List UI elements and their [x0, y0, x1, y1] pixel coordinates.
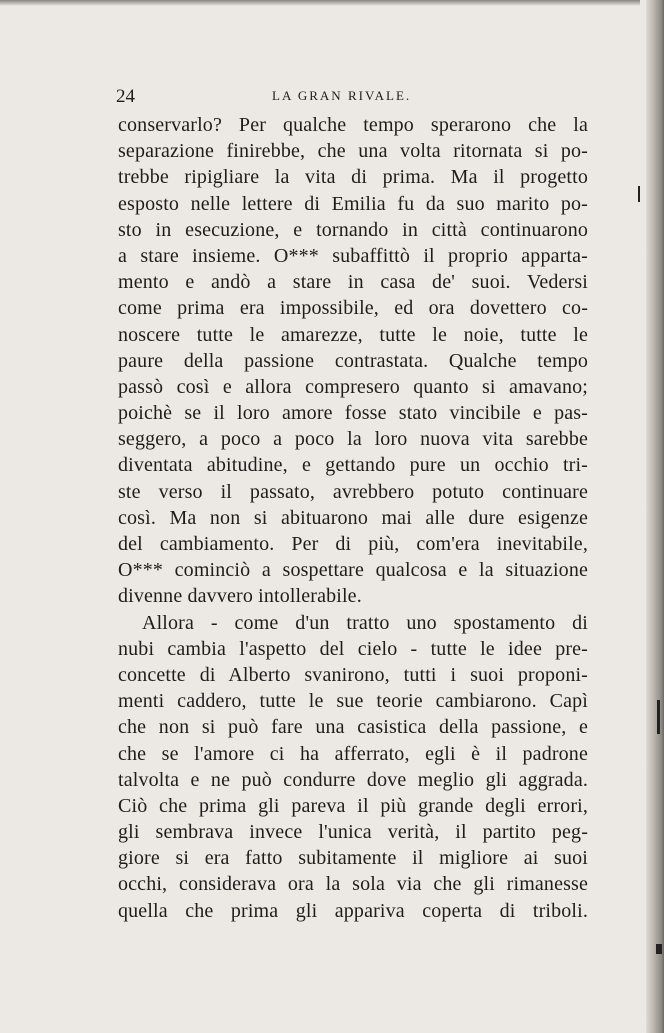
text-line: che non si può fare una casistica della passione, e	[118, 716, 588, 739]
text-line: mento e andò a stare in casa de' suoi. Vedersi	[118, 271, 588, 294]
text-line: paure della passione contrastata. Qualche tempo	[118, 349, 588, 372]
text-line: giore si era fatto subitamente il migliore ai suoi	[118, 847, 588, 870]
paragraph-end-line: divenne davvero intollerabile.	[118, 585, 362, 608]
text-line: nubi cambia l'aspetto del cielo - tutte le idee pre-	[118, 637, 588, 660]
text-line: gli sembrava invece l'unica verità, il partito peg-	[118, 821, 588, 844]
text-line: seggero, a poco a poco la loro nuova vita sarebbe	[118, 428, 588, 451]
text-line: noscere tutte le amarezze, tutte le noie, tutte le	[118, 323, 588, 346]
text-line: a stare insieme. O*** subaffittò il proprio apparta-	[118, 244, 588, 267]
text-line: conservarlo? Per qualche tempo sperarono che la	[118, 114, 588, 136]
text-line: così. Ma non si abituarono mai alle dure esigenze	[118, 506, 588, 529]
text-line: che se l'amore ci ha afferrato, egli è il padrone	[118, 742, 588, 765]
text-line: Ciò che prima gli pareva il più grande degli errori,	[118, 794, 588, 817]
paragraph-start-line: Allora - come d'un tratto uno spostamento di	[142, 611, 588, 634]
page-number: 24	[116, 86, 135, 107]
running-title: LA GRAN RIVALE.	[272, 88, 412, 103]
text-line: talvolta e ne può condurre dove meglio gli aggrada.	[118, 768, 588, 791]
edge-mark	[638, 186, 640, 202]
text-line: del cambiamento. Per di più, com'era inevitabile,	[118, 533, 588, 555]
page-header	[116, 86, 596, 110]
text-line: poichè se il loro amore fosse stato vincibile e pas-	[118, 402, 588, 425]
text-line: sto in esecuzione, e tornando in città continuarono	[118, 218, 588, 241]
text-line: come prima era impossibile, ed ora dovettero co-	[118, 297, 588, 320]
text-line: esposto nelle lettere di Emilia fu da suo marito po-	[118, 192, 588, 215]
scan-right-edge	[646, 0, 664, 1033]
text-line: diventata abitudine, e gettando pure un occhio tri-	[118, 454, 588, 477]
text-line: ste verso il passato, avrebbero potuto continuare	[118, 480, 588, 503]
text-line: quella che prima gli appariva coperta di triboli.	[118, 899, 588, 922]
text-line: O*** cominciò a sospettare qualcosa e la situazione	[118, 559, 588, 582]
body-text	[118, 112, 588, 924]
text-line: separazione finirebbe, che una volta ritornata si po-	[118, 140, 588, 163]
text-line: passò così e allora compresero quanto si amavano;	[118, 375, 588, 398]
text-line: trebbe ripigliare la vita di prima. Ma il progetto	[118, 166, 588, 189]
text-line: menti caddero, tutte le sue teorie cambiarono. Capì	[118, 690, 588, 713]
edge-mark	[657, 700, 660, 734]
text-line: concette di Alberto svanirono, tutti i suoi proponi-	[118, 663, 588, 686]
scan-top-edge	[0, 0, 640, 6]
text-line: occhi, considerava ora la sola via che gli rimanesse	[118, 873, 588, 896]
edge-mark	[656, 944, 662, 954]
